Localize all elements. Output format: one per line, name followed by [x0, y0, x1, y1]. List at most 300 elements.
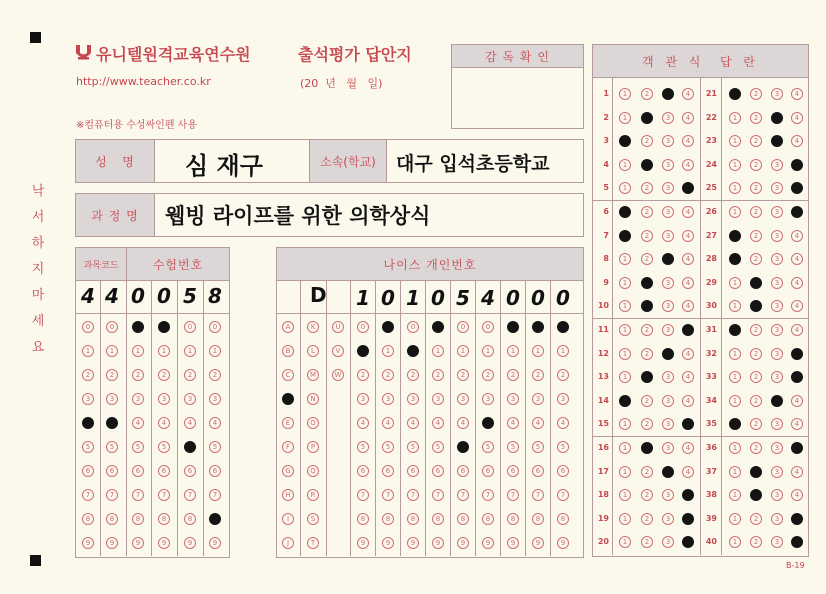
answer-choice-bubble[interactable]: 2	[641, 442, 653, 454]
answer-choice-bubble[interactable]: 1	[729, 206, 741, 218]
answer-choice-bubble[interactable]: 4	[791, 206, 803, 218]
neis-digit-bubble[interactable]: 1	[457, 345, 469, 357]
id-digit-bubble[interactable]: 9	[106, 537, 118, 549]
answer-choice-bubble[interactable]: 3	[662, 277, 674, 289]
answer-choice-bubble[interactable]: 4	[682, 489, 694, 501]
neis-digit-bubble[interactable]: 9	[532, 537, 544, 549]
answer-choice-bubble[interactable]: 2	[641, 371, 653, 383]
answer-choice-bubble[interactable]: 1	[619, 536, 631, 548]
answer-choice-bubble[interactable]: 3	[662, 300, 674, 312]
answer-choice-bubble[interactable]: 1	[729, 418, 741, 430]
neis-digit-bubble[interactable]: 5	[407, 441, 419, 453]
id-digit-bubble[interactable]: 8	[184, 513, 196, 525]
answer-choice-bubble[interactable]: 1	[619, 159, 631, 171]
answer-choice-bubble[interactable]: 3	[771, 371, 783, 383]
answer-choice-bubble[interactable]: 4	[682, 418, 694, 430]
answer-choice-bubble[interactable]: 2	[641, 418, 653, 430]
answer-choice-bubble[interactable]: 1	[729, 536, 741, 548]
answer-choice-bubble[interactable]: 4	[682, 253, 694, 265]
id-digit-bubble[interactable]: 5	[209, 441, 221, 453]
answer-choice-bubble[interactable]: 3	[662, 324, 674, 336]
answer-choice-bubble[interactable]: 3	[662, 536, 674, 548]
id-digit-bubble[interactable]: 0	[184, 321, 196, 333]
neis-digit-bubble[interactable]: 6	[557, 465, 569, 477]
answer-choice-bubble[interactable]: 3	[662, 513, 674, 525]
id-digit-bubble[interactable]: 8	[132, 513, 144, 525]
answer-choice-bubble[interactable]: 3	[662, 182, 674, 194]
neis-digit-bubble[interactable]: 1	[482, 345, 494, 357]
id-digit-bubble[interactable]: 6	[106, 465, 118, 477]
neis-digit-bubble[interactable]: 8	[382, 513, 394, 525]
neis-digit-bubble[interactable]: 3	[507, 393, 519, 405]
answer-choice-bubble[interactable]: 4	[682, 395, 694, 407]
neis-digit-bubble[interactable]: 2	[357, 369, 369, 381]
answer-choice-bubble[interactable]: 1	[619, 371, 631, 383]
answer-choice-bubble[interactable]: 4	[791, 277, 803, 289]
id-digit-bubble[interactable]: 2	[106, 369, 118, 381]
answer-choice-bubble[interactable]: 2	[641, 277, 653, 289]
id-digit-bubble[interactable]: 9	[158, 537, 170, 549]
answer-choice-bubble[interactable]: 1	[619, 206, 631, 218]
id-digit-bubble[interactable]: 1	[106, 345, 118, 357]
answer-choice-bubble[interactable]: 2	[641, 489, 653, 501]
answer-choice-bubble[interactable]: 1	[729, 466, 741, 478]
answer-choice-bubble[interactable]: 1	[729, 135, 741, 147]
answer-choice-bubble[interactable]: 1	[619, 513, 631, 525]
answer-choice-bubble[interactable]: 4	[682, 442, 694, 454]
answer-choice-bubble[interactable]: 1	[729, 513, 741, 525]
neis-digit-bubble[interactable]: 1	[557, 345, 569, 357]
answer-choice-bubble[interactable]: 4	[791, 536, 803, 548]
neis-digit-bubble[interactable]: 7	[557, 489, 569, 501]
id-digit-bubble[interactable]: 8	[209, 513, 221, 525]
id-digit-bubble[interactable]: 4	[106, 417, 118, 429]
answer-choice-bubble[interactable]: 3	[662, 371, 674, 383]
answer-choice-bubble[interactable]: 4	[682, 324, 694, 336]
answer-choice-bubble[interactable]: 3	[771, 536, 783, 548]
id-digit-bubble[interactable]: 2	[158, 369, 170, 381]
answer-choice-bubble[interactable]: 2	[641, 395, 653, 407]
answer-choice-bubble[interactable]: 3	[662, 112, 674, 124]
answer-choice-bubble[interactable]: 3	[771, 489, 783, 501]
answer-choice-bubble[interactable]: 2	[750, 300, 762, 312]
answer-choice-bubble[interactable]: 2	[750, 348, 762, 360]
answer-choice-bubble[interactable]: 2	[750, 230, 762, 242]
neis-digit-bubble[interactable]: 1	[382, 345, 394, 357]
neis-digit-bubble[interactable]: 8	[532, 513, 544, 525]
answer-choice-bubble[interactable]: 3	[662, 253, 674, 265]
neis-letter-bubble[interactable]: J	[282, 537, 294, 549]
neis-letter-bubble[interactable]: M	[307, 369, 319, 381]
neis-digit-bubble[interactable]: 7	[357, 489, 369, 501]
answer-choice-bubble[interactable]: 1	[729, 112, 741, 124]
answer-choice-bubble[interactable]: 2	[641, 159, 653, 171]
neis-digit-bubble[interactable]: 9	[457, 537, 469, 549]
id-digit-bubble[interactable]: 9	[82, 537, 94, 549]
answer-choice-bubble[interactable]: 4	[791, 135, 803, 147]
answer-choice-bubble[interactable]: 4	[682, 348, 694, 360]
answer-choice-bubble[interactable]: 4	[791, 371, 803, 383]
answer-choice-bubble[interactable]: 4	[682, 182, 694, 194]
answer-choice-bubble[interactable]: 4	[791, 348, 803, 360]
neis-digit-bubble[interactable]: 4	[407, 417, 419, 429]
neis-digit-bubble[interactable]: 9	[432, 537, 444, 549]
neis-digit-bubble[interactable]: 9	[357, 537, 369, 549]
answer-choice-bubble[interactable]: 2	[750, 88, 762, 100]
answer-choice-bubble[interactable]: 3	[771, 513, 783, 525]
answer-choice-bubble[interactable]: 3	[771, 253, 783, 265]
neis-digit-bubble[interactable]: 0	[557, 321, 569, 333]
neis-digit-bubble[interactable]: 2	[382, 369, 394, 381]
neis-digit-bubble[interactable]: 2	[557, 369, 569, 381]
answer-choice-bubble[interactable]: 1	[729, 324, 741, 336]
neis-digit-bubble[interactable]: 6	[532, 465, 544, 477]
neis-digit-bubble[interactable]: 4	[382, 417, 394, 429]
answer-choice-bubble[interactable]: 2	[750, 277, 762, 289]
answer-choice-bubble[interactable]: 1	[729, 277, 741, 289]
id-digit-bubble[interactable]: 9	[184, 537, 196, 549]
answer-choice-bubble[interactable]: 2	[750, 418, 762, 430]
neis-digit-bubble[interactable]: 0	[382, 321, 394, 333]
id-digit-bubble[interactable]: 1	[82, 345, 94, 357]
neis-digit-bubble[interactable]: 5	[507, 441, 519, 453]
neis-digit-bubble[interactable]: 1	[532, 345, 544, 357]
id-digit-bubble[interactable]: 5	[158, 441, 170, 453]
answer-choice-bubble[interactable]: 4	[791, 489, 803, 501]
id-digit-bubble[interactable]: 2	[132, 369, 144, 381]
answer-choice-bubble[interactable]: 3	[771, 395, 783, 407]
answer-choice-bubble[interactable]: 4	[791, 395, 803, 407]
neis-digit-bubble[interactable]: 3	[482, 393, 494, 405]
neis-letter-bubble[interactable]: S	[307, 513, 319, 525]
answer-choice-bubble[interactable]: 3	[771, 300, 783, 312]
answer-choice-bubble[interactable]: 3	[662, 88, 674, 100]
answer-choice-bubble[interactable]: 4	[682, 300, 694, 312]
answer-choice-bubble[interactable]: 1	[619, 112, 631, 124]
answer-choice-bubble[interactable]: 3	[662, 230, 674, 242]
answer-choice-bubble[interactable]: 3	[771, 230, 783, 242]
id-digit-bubble[interactable]: 3	[184, 393, 196, 405]
id-digit-bubble[interactable]: 5	[184, 441, 196, 453]
id-digit-bubble[interactable]: 0	[106, 321, 118, 333]
answer-choice-bubble[interactable]: 1	[619, 88, 631, 100]
neis-digit-bubble[interactable]: 4	[557, 417, 569, 429]
answer-choice-bubble[interactable]: 1	[619, 253, 631, 265]
neis-digit-bubble[interactable]: 5	[482, 441, 494, 453]
answer-choice-bubble[interactable]: 1	[729, 300, 741, 312]
neis-letter-bubble[interactable]: D	[282, 393, 294, 405]
neis-letter-bubble[interactable]: U	[332, 321, 344, 333]
neis-digit-bubble[interactable]: 3	[457, 393, 469, 405]
answer-choice-bubble[interactable]: 3	[771, 324, 783, 336]
answer-choice-bubble[interactable]: 4	[791, 253, 803, 265]
answer-choice-bubble[interactable]: 1	[729, 348, 741, 360]
id-digit-bubble[interactable]: 1	[209, 345, 221, 357]
id-digit-bubble[interactable]: 7	[82, 489, 94, 501]
neis-letter-bubble[interactable]: V	[332, 345, 344, 357]
neis-letter-bubble[interactable]: N	[307, 393, 319, 405]
neis-digit-bubble[interactable]: 3	[382, 393, 394, 405]
answer-choice-bubble[interactable]: 1	[619, 230, 631, 242]
neis-letter-bubble[interactable]: B	[282, 345, 294, 357]
id-digit-bubble[interactable]: 6	[132, 465, 144, 477]
answer-choice-bubble[interactable]: 2	[641, 182, 653, 194]
answer-choice-bubble[interactable]: 3	[771, 112, 783, 124]
neis-digit-bubble[interactable]: 6	[432, 465, 444, 477]
id-digit-bubble[interactable]: 0	[209, 321, 221, 333]
id-digit-bubble[interactable]: 2	[209, 369, 221, 381]
answer-choice-bubble[interactable]: 4	[791, 112, 803, 124]
answer-choice-bubble[interactable]: 2	[641, 253, 653, 265]
answer-choice-bubble[interactable]: 2	[750, 182, 762, 194]
neis-digit-bubble[interactable]: 0	[407, 321, 419, 333]
id-digit-bubble[interactable]: 4	[184, 417, 196, 429]
neis-digit-bubble[interactable]: 1	[432, 345, 444, 357]
answer-choice-bubble[interactable]: 3	[771, 135, 783, 147]
neis-digit-bubble[interactable]: 1	[407, 345, 419, 357]
answer-choice-bubble[interactable]: 2	[641, 324, 653, 336]
answer-choice-bubble[interactable]: 1	[619, 466, 631, 478]
neis-digit-bubble[interactable]: 1	[507, 345, 519, 357]
neis-letter-bubble[interactable]: L	[307, 345, 319, 357]
answer-choice-bubble[interactable]: 4	[791, 466, 803, 478]
id-digit-bubble[interactable]: 7	[132, 489, 144, 501]
neis-digit-bubble[interactable]: 7	[382, 489, 394, 501]
id-digit-bubble[interactable]: 1	[184, 345, 196, 357]
neis-digit-bubble[interactable]: 5	[557, 441, 569, 453]
answer-choice-bubble[interactable]: 1	[619, 489, 631, 501]
id-digit-bubble[interactable]: 2	[82, 369, 94, 381]
answer-choice-bubble[interactable]: 4	[682, 536, 694, 548]
id-digit-bubble[interactable]: 6	[209, 465, 221, 477]
answer-choice-bubble[interactable]: 2	[750, 489, 762, 501]
neis-digit-bubble[interactable]: 4	[532, 417, 544, 429]
answer-choice-bubble[interactable]: 2	[641, 135, 653, 147]
answer-choice-bubble[interactable]: 1	[619, 418, 631, 430]
id-digit-bubble[interactable]: 4	[132, 417, 144, 429]
answer-choice-bubble[interactable]: 2	[750, 324, 762, 336]
id-digit-bubble[interactable]: 1	[158, 345, 170, 357]
answer-choice-bubble[interactable]: 4	[791, 300, 803, 312]
neis-digit-bubble[interactable]: 0	[482, 321, 494, 333]
neis-letter-bubble[interactable]: T	[307, 537, 319, 549]
answer-choice-bubble[interactable]: 4	[791, 182, 803, 194]
neis-letter-bubble[interactable]: A	[282, 321, 294, 333]
id-digit-bubble[interactable]: 0	[82, 321, 94, 333]
answer-choice-bubble[interactable]: 2	[641, 206, 653, 218]
neis-letter-bubble[interactable]: H	[282, 489, 294, 501]
neis-digit-bubble[interactable]: 0	[457, 321, 469, 333]
id-digit-bubble[interactable]: 3	[158, 393, 170, 405]
answer-choice-bubble[interactable]: 2	[641, 230, 653, 242]
neis-digit-bubble[interactable]: 3	[357, 393, 369, 405]
neis-digit-bubble[interactable]: 7	[432, 489, 444, 501]
answer-choice-bubble[interactable]: 2	[641, 513, 653, 525]
answer-choice-bubble[interactable]: 1	[729, 371, 741, 383]
id-digit-bubble[interactable]: 3	[106, 393, 118, 405]
id-digit-bubble[interactable]: 6	[184, 465, 196, 477]
neis-digit-bubble[interactable]: 8	[507, 513, 519, 525]
answer-choice-bubble[interactable]: 2	[750, 253, 762, 265]
neis-digit-bubble[interactable]: 1	[357, 345, 369, 357]
answer-choice-bubble[interactable]: 4	[682, 277, 694, 289]
answer-choice-bubble[interactable]: 2	[750, 112, 762, 124]
neis-digit-bubble[interactable]: 8	[482, 513, 494, 525]
answer-choice-bubble[interactable]: 4	[791, 513, 803, 525]
answer-choice-bubble[interactable]: 2	[750, 442, 762, 454]
answer-choice-bubble[interactable]: 1	[729, 159, 741, 171]
id-digit-bubble[interactable]: 3	[209, 393, 221, 405]
answer-choice-bubble[interactable]: 3	[771, 466, 783, 478]
id-digit-bubble[interactable]: 8	[106, 513, 118, 525]
answer-choice-bubble[interactable]: 1	[729, 230, 741, 242]
id-digit-bubble[interactable]: 5	[106, 441, 118, 453]
id-digit-bubble[interactable]: 5	[132, 441, 144, 453]
neis-digit-bubble[interactable]: 4	[432, 417, 444, 429]
answer-choice-bubble[interactable]: 1	[729, 88, 741, 100]
neis-digit-bubble[interactable]: 6	[407, 465, 419, 477]
neis-letter-bubble[interactable]: K	[307, 321, 319, 333]
neis-digit-bubble[interactable]: 6	[457, 465, 469, 477]
neis-letter-bubble[interactable]: R	[307, 489, 319, 501]
answer-choice-bubble[interactable]: 2	[750, 513, 762, 525]
answer-choice-bubble[interactable]: 3	[771, 182, 783, 194]
answer-choice-bubble[interactable]: 4	[682, 371, 694, 383]
answer-choice-bubble[interactable]: 1	[729, 182, 741, 194]
answer-choice-bubble[interactable]: 3	[662, 466, 674, 478]
neis-digit-bubble[interactable]: 2	[532, 369, 544, 381]
answer-choice-bubble[interactable]: 3	[662, 418, 674, 430]
answer-choice-bubble[interactable]: 3	[771, 277, 783, 289]
neis-digit-bubble[interactable]: 5	[457, 441, 469, 453]
answer-choice-bubble[interactable]: 3	[771, 88, 783, 100]
id-digit-bubble[interactable]: 8	[82, 513, 94, 525]
neis-digit-bubble[interactable]: 5	[357, 441, 369, 453]
answer-choice-bubble[interactable]: 4	[791, 159, 803, 171]
neis-digit-bubble[interactable]: 2	[457, 369, 469, 381]
answer-choice-bubble[interactable]: 3	[662, 489, 674, 501]
neis-digit-bubble[interactable]: 5	[382, 441, 394, 453]
neis-letter-bubble[interactable]: I	[282, 513, 294, 525]
answer-choice-bubble[interactable]: 4	[682, 159, 694, 171]
id-digit-bubble[interactable]: 4	[209, 417, 221, 429]
neis-digit-bubble[interactable]: 3	[432, 393, 444, 405]
answer-choice-bubble[interactable]: 3	[662, 206, 674, 218]
id-digit-bubble[interactable]: 4	[158, 417, 170, 429]
neis-letter-bubble[interactable]: C	[282, 369, 294, 381]
id-digit-bubble[interactable]: 7	[184, 489, 196, 501]
answer-choice-bubble[interactable]: 1	[619, 324, 631, 336]
neis-digit-bubble[interactable]: 4	[357, 417, 369, 429]
answer-choice-bubble[interactable]: 3	[771, 418, 783, 430]
id-digit-bubble[interactable]: 5	[82, 441, 94, 453]
neis-digit-bubble[interactable]: 8	[432, 513, 444, 525]
id-digit-bubble[interactable]: 9	[132, 537, 144, 549]
answer-choice-bubble[interactable]: 2	[641, 348, 653, 360]
answer-choice-bubble[interactable]: 2	[750, 466, 762, 478]
neis-digit-bubble[interactable]: 8	[357, 513, 369, 525]
neis-digit-bubble[interactable]: 6	[482, 465, 494, 477]
neis-digit-bubble[interactable]: 7	[532, 489, 544, 501]
neis-digit-bubble[interactable]: 9	[507, 537, 519, 549]
neis-digit-bubble[interactable]: 6	[357, 465, 369, 477]
answer-choice-bubble[interactable]: 4	[791, 324, 803, 336]
id-digit-bubble[interactable]: 3	[132, 393, 144, 405]
neis-digit-bubble[interactable]: 5	[532, 441, 544, 453]
answer-choice-bubble[interactable]: 1	[619, 300, 631, 312]
neis-digit-bubble[interactable]: 9	[557, 537, 569, 549]
answer-choice-bubble[interactable]: 2	[750, 159, 762, 171]
answer-choice-bubble[interactable]: 1	[729, 395, 741, 407]
answer-choice-bubble[interactable]: 4	[791, 442, 803, 454]
neis-digit-bubble[interactable]: 2	[407, 369, 419, 381]
answer-choice-bubble[interactable]: 3	[662, 395, 674, 407]
neis-digit-bubble[interactable]: 8	[457, 513, 469, 525]
id-digit-bubble[interactable]: 6	[82, 465, 94, 477]
answer-choice-bubble[interactable]: 3	[771, 442, 783, 454]
neis-letter-bubble[interactable]: P	[307, 441, 319, 453]
neis-digit-bubble[interactable]: 9	[482, 537, 494, 549]
id-digit-bubble[interactable]: 6	[158, 465, 170, 477]
answer-choice-bubble[interactable]: 1	[619, 442, 631, 454]
id-digit-bubble[interactable]: 7	[106, 489, 118, 501]
answer-choice-bubble[interactable]: 2	[641, 536, 653, 548]
id-digit-bubble[interactable]: 9	[209, 537, 221, 549]
answer-choice-bubble[interactable]: 1	[729, 489, 741, 501]
neis-digit-bubble[interactable]: 0	[357, 321, 369, 333]
answer-choice-bubble[interactable]: 2	[641, 300, 653, 312]
answer-choice-bubble[interactable]: 2	[641, 466, 653, 478]
id-digit-bubble[interactable]: 1	[132, 345, 144, 357]
neis-digit-bubble[interactable]: 7	[507, 489, 519, 501]
id-digit-bubble[interactable]: 4	[82, 417, 94, 429]
answer-choice-bubble[interactable]: 4	[682, 466, 694, 478]
neis-digit-bubble[interactable]: 8	[407, 513, 419, 525]
answer-choice-bubble[interactable]: 1	[619, 395, 631, 407]
answer-choice-bubble[interactable]: 2	[750, 536, 762, 548]
neis-digit-bubble[interactable]: 6	[382, 465, 394, 477]
neis-digit-bubble[interactable]: 4	[482, 417, 494, 429]
answer-choice-bubble[interactable]: 4	[791, 88, 803, 100]
answer-choice-bubble[interactable]: 3	[662, 159, 674, 171]
answer-choice-bubble[interactable]: 1	[729, 253, 741, 265]
id-digit-bubble[interactable]: 0	[158, 321, 170, 333]
neis-letter-bubble[interactable]: O	[307, 417, 319, 429]
answer-choice-bubble[interactable]: 3	[662, 348, 674, 360]
neis-digit-bubble[interactable]: 0	[532, 321, 544, 333]
id-digit-bubble[interactable]: 0	[132, 321, 144, 333]
neis-digit-bubble[interactable]: 8	[557, 513, 569, 525]
answer-choice-bubble[interactable]: 2	[750, 206, 762, 218]
answer-choice-bubble[interactable]: 4	[682, 135, 694, 147]
answer-choice-bubble[interactable]: 3	[771, 206, 783, 218]
answer-choice-bubble[interactable]: 4	[791, 418, 803, 430]
answer-choice-bubble[interactable]: 4	[682, 513, 694, 525]
neis-digit-bubble[interactable]: 9	[407, 537, 419, 549]
neis-letter-bubble[interactable]: F	[282, 441, 294, 453]
neis-digit-bubble[interactable]: 7	[457, 489, 469, 501]
neis-digit-bubble[interactable]: 6	[507, 465, 519, 477]
id-digit-bubble[interactable]: 2	[184, 369, 196, 381]
neis-letter-bubble[interactable]: G	[282, 465, 294, 477]
answer-choice-bubble[interactable]: 2	[750, 371, 762, 383]
neis-digit-bubble[interactable]: 5	[432, 441, 444, 453]
answer-choice-bubble[interactable]: 1	[729, 442, 741, 454]
neis-digit-bubble[interactable]: 4	[507, 417, 519, 429]
neis-digit-bubble[interactable]: 4	[457, 417, 469, 429]
answer-choice-bubble[interactable]: 1	[619, 277, 631, 289]
neis-digit-bubble[interactable]: 2	[482, 369, 494, 381]
